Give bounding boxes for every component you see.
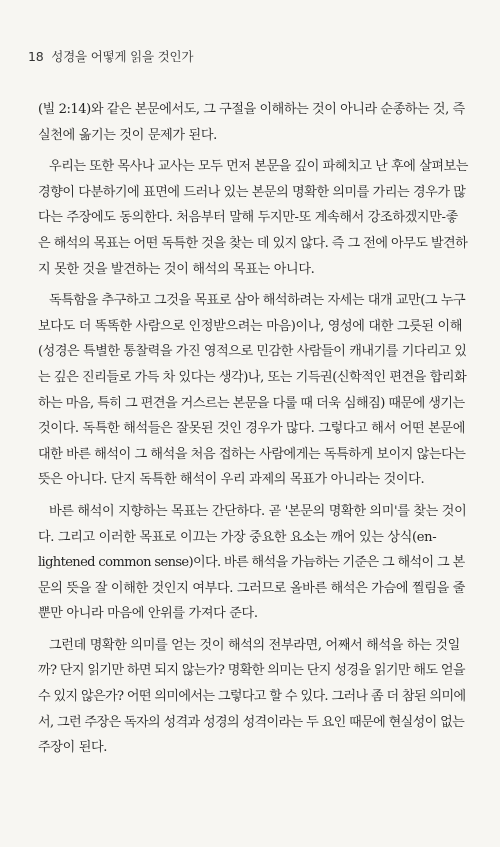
text-line: 수 있지 않은가? 어떤 의미에서는 그렇다고 할 수 있다. 그러나 좀 더 참된 의미에: [38, 689, 466, 705]
running-head: [28, 47, 193, 65]
paragraph: [38, 154, 468, 282]
text-line: 다. 그리고 이러한 목표로 이끄는 가장 중요한 요소는 깨어 있는 상식(en-: [38, 529, 437, 545]
text-line: 바른 해석이 지향하는 목표는 간단하다. 곧 '본문의 명확한 의미'를 찾는 것이: [49, 503, 467, 519]
text-line: (빌 2:14)와 같은 본문에서도, 그 구절을 이해하는 것이 아니라 순종하는 것, 즉: [38, 102, 465, 117]
text-line: 대한 바른 해석이 그 해석을 처음 접하는 사람에게는 독특하게 보이지 않는다는: [38, 446, 466, 462]
text-line: 보다도 더 똑똑한 사람으로 인정받으려는 마음)이나, 영성에 대한 그릇된 이해: [38, 318, 463, 334]
text-line: 다는 주장에도 동의한다. 처음부터 말해 두지만-또 계속해서 강조하겠지만-좋: [38, 210, 458, 226]
text-line: 것이다. 독특한 해석들은 잘못된 것인 경우가 많다. 그렇다고 해서 어떤 본문에: [38, 421, 466, 437]
text-line: 지 못한 것을 발견하는 것이 해석의 목표는 아니다.: [38, 261, 315, 277]
text-line: 우리는 또한 목사나 교사는 모두 먼저 본문을 깊이 파헤치고 난 후에 살펴보는: [49, 159, 468, 175]
text-line: 주장이 된다.: [38, 740, 108, 756]
paragraph: [38, 633, 468, 761]
text-line: 문의 뜻을 잘 이해한 것인지 여부다. 그러므로 올바른 해석은 가슴에 찔림을 줄: [38, 580, 466, 596]
text-line: 서, 그런 주장은 독자의 성격과 성경의 성격이라는 두 요인 때문에 현실성이 없는: [38, 714, 465, 730]
text-line: 뜻은 아니다. 단지 독특한 해석이 우리 과제의 목표가 아니라는 것이다.: [38, 472, 425, 488]
paragraph: [38, 499, 468, 627]
text-line: 는 깊은 진리들로 가득 차 있다는 생각)나, 또는 기득권(신학적인 편견을 합리화: [38, 369, 467, 385]
text-line: 독특함을 추구하고 그것을 목표로 삼아 해석하려는 자세는 대개 교만(그 누구: [49, 293, 466, 309]
running-title: 성경을 어떻게 읽을 것인가: [51, 49, 194, 64]
text-line: 뿐만 아니라 마음에 안위를 가져다 준다.: [38, 606, 258, 622]
text-line: 실천에 옮기는 것이 문제가 된다.: [38, 127, 217, 143]
paragraph: [38, 97, 468, 148]
text-line: 은 해석의 목표는 어떤 독특한 것을 찾는 데 있지 않다. 즉 그 전에 아무도 발견하: [38, 235, 468, 251]
text-line: (성경은 특별한 통찰력을 가진 영적으로 민감한 사람들이 캐내기를 기다리고 있: [38, 344, 467, 360]
page-number: 18: [28, 49, 44, 64]
text-line: lightened common sense)이다. 바른 해석을 가늠하는 기준은 그 해석이 그 본: [38, 555, 465, 571]
body-text: [38, 97, 468, 767]
paragraph: [38, 288, 468, 493]
text-line: 하는 마음, 특히 그 편견을 거스르는 본문을 다룰 때 더욱 심해짐) 때문에 생기는: [38, 395, 465, 411]
text-line: 까? 단지 읽기만 하면 되지 않는가? 명확한 의미는 단지 성경을 읽기만 해도 얻을: [38, 663, 465, 679]
text-line: 경향이 다분하기에 표면에 드러나 있는 본문의 명확한 의미를 가리는 경우가 많: [38, 184, 466, 200]
text-line: 그런데 명확한 의미를 얻는 것이 해석의 전부라면, 어째서 해석을 하는 것일: [49, 637, 460, 653]
